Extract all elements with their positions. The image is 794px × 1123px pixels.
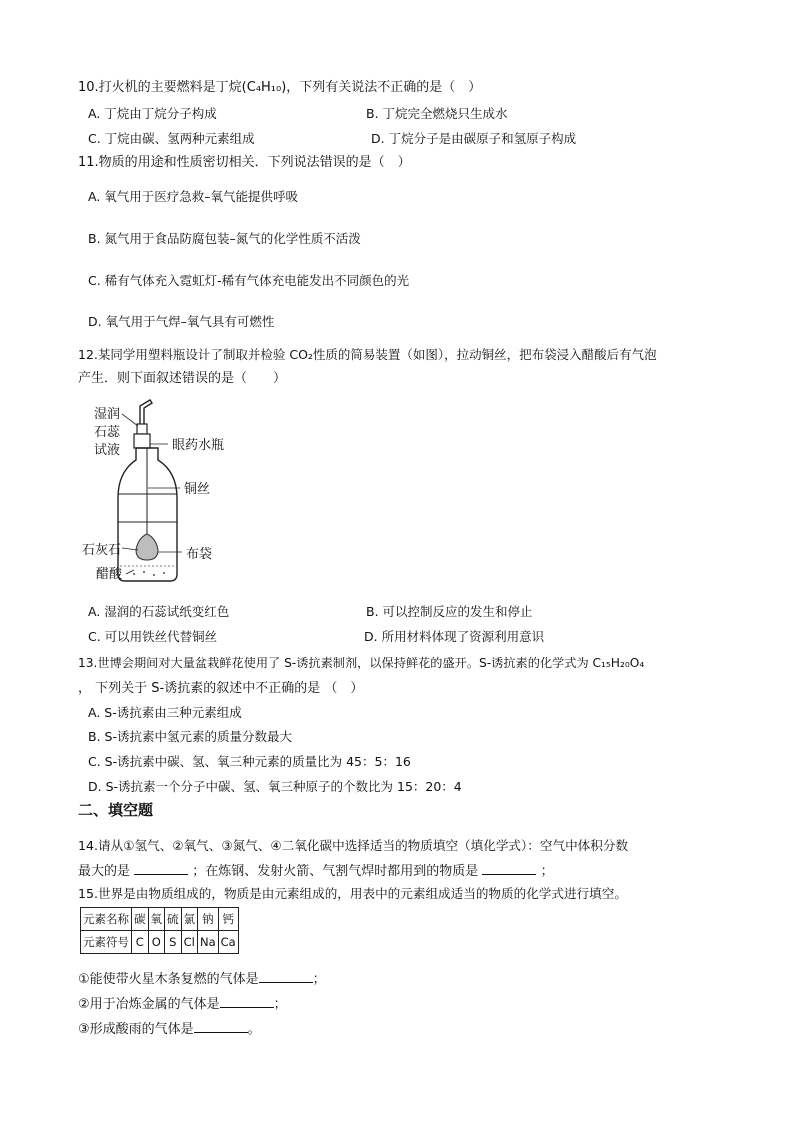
q14-line2 — [78, 862, 554, 880]
q14-blank-1[interactable] — [134, 862, 188, 875]
q14-blank-2[interactable] — [482, 862, 536, 875]
q15-item-2-end: ； — [273, 997, 287, 1012]
label-test-paper: 试液 — [94, 443, 121, 458]
q15-blank-3[interactable] — [194, 1020, 248, 1033]
table-cell: 钠 — [198, 908, 219, 931]
table-cell: 硫 — [165, 908, 182, 931]
table-cell: Cl — [181, 931, 198, 954]
table-cell: Ca — [218, 931, 238, 954]
table-cell: 元素名称 — [81, 908, 132, 931]
q11-option-c[interactable]: C. 稀有气体充入霓虹灯-稀有气体充电能发出不同颜色的光 — [88, 273, 410, 288]
q15-item-2 — [78, 995, 287, 1013]
cloth-bag-icon — [136, 534, 158, 560]
q15-blank-1[interactable] — [259, 970, 313, 983]
element-table — [80, 907, 239, 954]
q12-option-d[interactable]: D. 所用材料体现了资源利用意识 — [364, 629, 545, 644]
q11-option-d[interactable]: D. 氧气用于气焊–氧气具有可燃性 — [88, 314, 275, 329]
element-name-row — [81, 908, 239, 931]
dropper-neck — [137, 424, 147, 434]
q12-stem-line2: 产生．则下面叙述错误的是（ ） — [78, 371, 287, 386]
q12-option-a[interactable]: A. 湿润的石蕊试纸变红色 — [88, 604, 230, 619]
q15-item-1-end: ； — [312, 972, 326, 987]
section-title: 二、填空题 — [78, 801, 154, 819]
q10-option-b[interactable]: B. 丁烷完全燃烧只生成水 — [366, 106, 508, 121]
label-limestone: 石灰石 — [82, 543, 122, 558]
label-litmus: 石蕊 — [94, 425, 121, 440]
q10-stem: 10.打火机的主要燃料是丁烷(C₄H₁₀)，下列有关说法不正确的是（ ） — [78, 80, 482, 95]
q14-prompt-a: 最大的是 — [78, 864, 131, 879]
q14-prompt-c: ； — [540, 864, 554, 879]
label-eye-drop-bottle: 眼药水瓶 — [172, 438, 225, 453]
q10-option-d[interactable]: D. 丁烷分子是由碳原子和氢原子构成 — [371, 131, 577, 146]
q15-item-3-text: ③形成酸雨的气体是 — [78, 1022, 194, 1037]
bent-tube-icon — [140, 400, 152, 424]
table-cell: 氯 — [181, 908, 198, 931]
q15-blank-2[interactable] — [220, 995, 274, 1008]
q11-option-b[interactable]: B. 氮气用于食品防腐包装–氮气的化学性质不活泼 — [88, 231, 361, 246]
label-cloth-bag: 布袋 — [186, 547, 213, 562]
q14-prompt-b: ；在炼钢、发射火箭、气割气焊时都用到的物质是 — [192, 864, 479, 879]
q13-option-d[interactable]: D. S-诱抗素一个分子中碳、氢、氧三种原子的个数比为 15：20：4 — [88, 779, 462, 794]
q15-stem: 15.世界是由物质组成的，物质是由元素组成的，用表中的元素组成适当的物质的化学式进行填空。 — [78, 886, 627, 901]
table-cell: 碳 — [132, 908, 149, 931]
label-acetic-acid: 醋酸 — [96, 567, 123, 582]
q13-stem-line2: ， 下列关于 S-诱抗素的叙述中不正确的是 （ ） — [78, 681, 364, 696]
q13-option-b[interactable]: B. S-诱抗素中氢元素的质量分数最大 — [88, 729, 292, 744]
table-cell: 氧 — [148, 908, 165, 931]
table-cell: C — [132, 931, 149, 954]
q12-option-b[interactable]: B. 可以控制反应的发生和停止 — [366, 604, 533, 619]
table-cell: Na — [198, 931, 219, 954]
q15-item-1-text: ①能使带火星木条复燃的气体是 — [78, 972, 259, 987]
element-symbol-row — [81, 931, 239, 954]
q15-item-2-text: ②用于冶炼金属的气体是 — [78, 997, 220, 1012]
apparatus-figure — [78, 398, 278, 594]
q11-stem: 11.物质的用途和性质密切相关．下列说法错误的是（ ） — [78, 155, 411, 170]
label-copper-wire: 铜丝 — [184, 482, 211, 497]
q11-option-a[interactable]: A. 氧气用于医疗急救–氧气能提供呼吸 — [88, 189, 299, 204]
q10-option-a[interactable]: A. 丁烷由丁烷分子构成 — [88, 106, 217, 121]
q12-option-c[interactable]: C. 可以用铁丝代替铜丝 — [88, 629, 218, 644]
dropper-cap — [134, 434, 150, 448]
q15-item-3 — [78, 1020, 261, 1038]
q14-line1: 14.请从①氢气、②氧气、③氮气、④二氧化碳中选择适当的物质填空（填化学式）：空气中体积分数 — [78, 838, 629, 853]
q13-option-c[interactable]: C. S-诱抗素中碳、氢、氧三种元素的质量比为 45：5：16 — [88, 754, 411, 769]
q13-option-a[interactable]: A. S-诱抗素由三种元素组成 — [88, 705, 242, 720]
table-cell: 钙 — [218, 908, 238, 931]
table-cell: 元素符号 — [81, 931, 132, 954]
q15-item-1 — [78, 970, 326, 988]
label-wet: 湿润 — [94, 407, 121, 422]
q13-stem-line1: 13.世博会期间对大量盆栽鲜花使用了 S-诱抗素制剂，以保持鲜花的盛开。S-诱抗素的化学式为 C₁₅H₂₀O₄ — [78, 656, 645, 670]
table-cell: O — [148, 931, 165, 954]
q10-option-c[interactable]: C. 丁烷由碳、氢两种元素组成 — [88, 131, 255, 146]
q12-stem-line1: 12.某同学用塑料瓶设计了制取并检验 CO₂性质的简易装置（如图），拉动铜丝，把布袋浸入醋酸后有气泡 — [78, 347, 657, 362]
q15-item-3-end: 。 — [247, 1022, 261, 1037]
table-cell: S — [165, 931, 182, 954]
